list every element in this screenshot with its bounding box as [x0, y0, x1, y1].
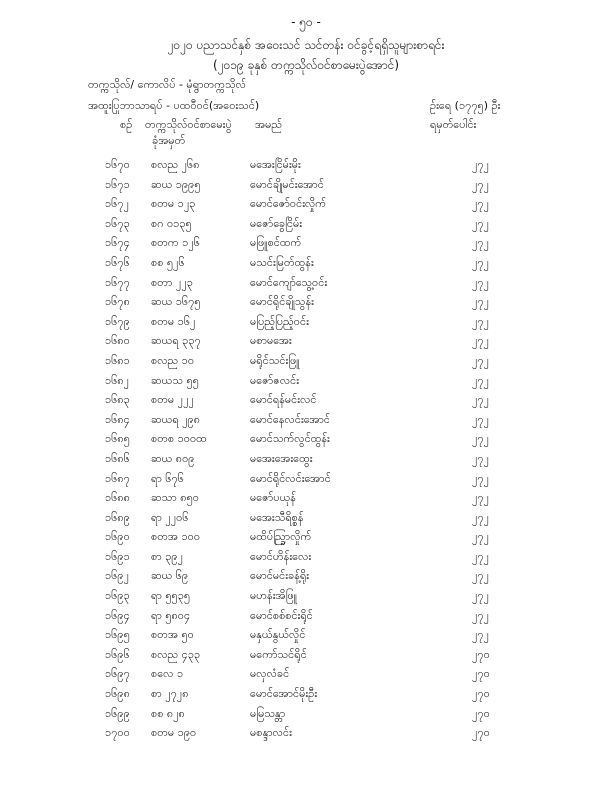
table-row	[0, 625, 612, 645]
total-marks: ၂၇၂	[472, 589, 489, 603]
roll-number: ဆယရ ၃၃၇	[151, 334, 201, 348]
student-name: မရိုင်သင်းဖြူ	[250, 353, 300, 367]
roll-number: ဆယ ၁၉၉၅	[151, 177, 201, 191]
table-row	[0, 508, 612, 528]
student-name: မထိပ်ည္ခြာလှိုက်	[250, 530, 312, 544]
student-name: မောင်အောင်မိုးဦး	[250, 687, 318, 701]
table-row	[0, 488, 612, 508]
roll-number: စတက ၁၂၆	[151, 236, 200, 250]
total-marks: ၂၇၀	[472, 706, 490, 720]
table-row	[0, 586, 612, 606]
roll-number: စတမ ၂၂၂	[151, 393, 194, 407]
row-number: ၁၆၇၄	[105, 236, 130, 250]
student-name: မစန္ဒာလင်း	[250, 726, 292, 740]
roll-number: စစ ၈၂၈	[151, 706, 185, 720]
roll-number: ရာ ၅၈၀၄	[151, 608, 191, 622]
table-row	[0, 390, 612, 410]
total-marks: ၂၇၂	[472, 314, 489, 328]
student-name: မောင်ချိုမင်းအောင်	[250, 177, 324, 191]
total-marks: ၂၇၂	[472, 236, 489, 250]
row-number: ၁၆၇၇	[105, 275, 130, 289]
student-name: မောင်မင်းခန့်ရိုး	[250, 569, 310, 583]
table-row	[0, 469, 612, 489]
total-marks: ၂၇၂	[472, 432, 489, 446]
table-row	[0, 351, 612, 371]
student-name: မောင်ဟိန်းလေး	[250, 549, 312, 563]
column-header-roll-sub: ခုံအမှတ်	[152, 134, 186, 147]
total-marks: ၂၇၂	[472, 628, 489, 642]
row-number: ၁၆၉၃	[105, 589, 130, 603]
table-row	[0, 410, 612, 430]
row-number: ၁၆၈၂	[105, 373, 130, 387]
total-marks: ၂၇၂	[472, 569, 489, 583]
total-marks: ၂၇၂	[472, 197, 489, 211]
table-row	[0, 547, 612, 567]
table-row	[0, 566, 612, 586]
total-marks: ၂၇၀	[472, 726, 490, 740]
document-title: ၂၀၂၀ ပညာသင်နှစ် အဝေးသင် သင်တန်း ဝင်ခွင့်ရရှိသူများစာရင်း	[167, 38, 445, 52]
document-subtitle: (၂၀၁၉ ခုနှစ် တက္ကသိုလ်ဝင်စာမေးပွဲအောင်)	[212, 58, 400, 72]
total-marks: ၂၇၂	[472, 177, 489, 191]
table-row	[0, 233, 612, 253]
total-marks: ၂၇၀	[472, 647, 490, 661]
row-number: ၁၆၈၇	[105, 471, 130, 485]
total-marks: ၂၇၀	[472, 687, 490, 701]
total-marks: ၂၇၂	[472, 275, 489, 289]
row-number: ၁၆၇၁	[105, 177, 130, 191]
student-name: မောင်နေလင်းအောင်	[250, 412, 331, 426]
roll-number: စတမ ၁၂၃	[151, 197, 196, 211]
student-name: မစာမအေး	[250, 334, 292, 348]
roll-number: စာ ၃၉၂	[151, 549, 183, 563]
column-header-no: စဉ်	[120, 118, 133, 131]
total-count: ဥ်းရေ (၁၇၇၅) ဦး	[430, 99, 501, 112]
student-name: မောင်ရိုင်လင်းအောင်	[250, 471, 331, 485]
student-name: မလှလံခင်	[250, 667, 290, 681]
roll-number: ဆယ ၈၀၉	[151, 451, 195, 465]
total-marks: ၂၇၂	[472, 510, 489, 524]
total-marks: ၂၇၂	[472, 353, 489, 367]
page-number: - ၅၀ -	[291, 15, 321, 29]
roll-number: စတမ ၁၉၀	[151, 726, 197, 740]
total-marks: ၂၇၂	[472, 471, 489, 485]
student-name: မပြည့်ပြည့်ဝင်း	[250, 314, 309, 328]
row-number: ၁၆၉၈	[105, 687, 130, 701]
row-number: ၁၆၉၁	[105, 549, 130, 563]
roll-number: စဂ ၀၁၃၅	[151, 216, 192, 230]
student-name: မဇော်ပယုန်	[250, 491, 296, 505]
roll-number: စလည ၁၀	[151, 353, 195, 367]
total-marks: ၂၇၂	[472, 491, 489, 505]
table-row	[0, 664, 612, 684]
student-name: မဟန်းအိဖြူ	[250, 589, 297, 603]
total-marks: ၂၇၂	[472, 295, 489, 309]
table-row	[0, 194, 612, 214]
roll-number: စတမ ၁၆၂	[151, 314, 196, 328]
roll-number: စတာ ၂၂၃	[151, 275, 193, 289]
table-row	[0, 155, 612, 175]
table-row	[0, 645, 612, 665]
total-marks: ၂၇၂	[472, 549, 489, 563]
roll-number: စလည ၄၃၃	[151, 647, 201, 661]
student-name: မသင်းမြတ်ထွန်း	[250, 255, 314, 269]
total-marks: ၂၇၂	[472, 412, 489, 426]
total-marks: ၂၇၂	[472, 451, 489, 465]
table-row	[0, 723, 612, 743]
roll-number: ရာ ၆၇၆	[151, 471, 184, 485]
column-header-roll: တက္ကသိုလ်ဝင်စာမေးပွဲ	[145, 118, 232, 131]
roll-number: စာ ၂၇၂၈	[151, 687, 189, 701]
row-number: ၁၆၈၀	[105, 334, 130, 348]
student-name: မောင်ကျော်သွေ့ဝင်း	[250, 275, 328, 289]
row-number: ၁၇၀၀	[105, 726, 130, 740]
column-header-mark: ရမှတ်ပေါင်း	[430, 118, 477, 131]
roll-number: စလေ ၁	[151, 667, 184, 681]
roll-number: ဆသာ ၈၅၀	[151, 491, 199, 505]
roll-number: စတစ ၁၀၀ထ	[151, 432, 207, 446]
total-marks: ၂၇၂	[472, 255, 489, 269]
row-number: ၁၆၈၈	[105, 491, 130, 505]
table-row	[0, 312, 612, 332]
student-name: မဖြူစင်ထက်	[250, 236, 302, 250]
roll-number: ရာ ၅၅၃၅	[151, 589, 191, 603]
row-number: ၁၆၈၅	[105, 432, 130, 446]
student-name: မအေးသီရိစ္စန်	[250, 510, 304, 524]
row-number: ၁၆၇၉	[105, 314, 130, 328]
row-number: ၁၆၇၈	[105, 295, 130, 309]
student-name: မကော်သင်ရိုင်	[250, 647, 307, 661]
student-name: မအေးငြိမ်းမိုး	[250, 158, 301, 171]
total-marks: ၂၇၂	[472, 373, 489, 387]
table-row	[0, 292, 612, 312]
total-marks: ၂၇၀	[472, 667, 490, 681]
roll-number: စတအ ၅၀	[151, 628, 194, 642]
total-marks: ၂၇၂	[472, 158, 489, 171]
table-row	[0, 449, 612, 469]
results-table	[0, 155, 612, 743]
row-number: ၁၆၉၀	[105, 530, 130, 544]
table-row	[0, 273, 612, 293]
table-row	[0, 214, 612, 234]
roll-number: ရာ ၂၂၀၆	[151, 510, 189, 524]
row-number: ၁၆၉၉	[105, 706, 130, 720]
student-name: မောင်သက်လွင်ထွန်း	[250, 432, 330, 446]
row-number: ၁၆၉၆	[105, 647, 130, 661]
roll-number: ဆယရ ၂၉၈	[151, 412, 201, 426]
table-row	[0, 253, 612, 273]
column-header-name: အမည်	[255, 118, 283, 131]
table-row	[0, 606, 612, 626]
row-number: ၁၆၇၃	[105, 216, 130, 230]
roll-number: စတအ ၁၀၀	[151, 530, 201, 544]
table-row	[0, 331, 612, 351]
row-number: ၁၆၈၉	[105, 510, 130, 524]
university-line: တက္ကသိုလ်/ ကောလိပ် - မုံရွာတက္ကသိုလ်	[88, 78, 246, 91]
row-number: ၁၆၇၆	[105, 255, 130, 269]
row-number: ၁၆၇၀	[105, 158, 130, 171]
student-name: မနှယ်နွယ်လှိုင်	[250, 628, 306, 642]
row-number: ၁၆၉၂	[105, 569, 129, 583]
roll-number: ဆယ ၆၉	[151, 569, 189, 583]
roll-number: ဆယသ ၅၅	[151, 373, 199, 387]
table-row	[0, 371, 612, 391]
student-name: မဇော်ဇလင်း	[250, 373, 300, 387]
row-number: ၁၆၈၃	[105, 393, 130, 407]
student-name: မောင်ရိုင်ချိုသွန်း	[250, 295, 314, 309]
table-row	[0, 527, 612, 547]
table-row	[0, 704, 612, 724]
total-marks: ၂၇၂	[472, 393, 489, 407]
table-row	[0, 684, 612, 704]
total-marks: ၂၇၂	[472, 608, 489, 622]
student-name: မဇော်ခွေငြိမ်း	[250, 216, 303, 230]
student-name: မောင်ဇော်ဝင်းလှိုက်	[250, 197, 327, 211]
roll-number: စလည ၂၆၈	[151, 158, 200, 171]
table-row	[0, 429, 612, 449]
row-number: ၁၆၈၁	[105, 353, 130, 367]
roll-number: ဆယ ၁၆၇၅	[151, 295, 201, 309]
row-number: ၁၆၈၄	[105, 412, 130, 426]
table-row	[0, 175, 612, 195]
student-name: မမြသန္တာ	[250, 706, 286, 720]
student-name: မောင်ရန်မင်းလင်	[250, 393, 317, 407]
row-number: ၁၆၉၄	[105, 608, 130, 622]
row-number: ၁၆၉၇	[105, 667, 130, 681]
student-name: မောင်စစ်စင်းရိုင်	[250, 608, 313, 622]
roll-number: စစ ၅၂၆	[151, 255, 185, 269]
subject-line: အထူးပြုဘာသာရပ် - ပထဝီဝင်(အဝေးသင်)	[88, 99, 260, 112]
total-marks: ၂၇၂	[472, 334, 489, 348]
total-marks: ၂၇၂	[472, 530, 489, 544]
row-number: ၁၆၇၂	[105, 197, 129, 211]
student-name: မအေးအေးထွေး	[250, 451, 313, 465]
row-number: ၁၆၈၆	[105, 451, 130, 465]
row-number: ၁၆၉၅	[105, 628, 130, 642]
total-marks: ၂၇၂	[472, 216, 489, 230]
